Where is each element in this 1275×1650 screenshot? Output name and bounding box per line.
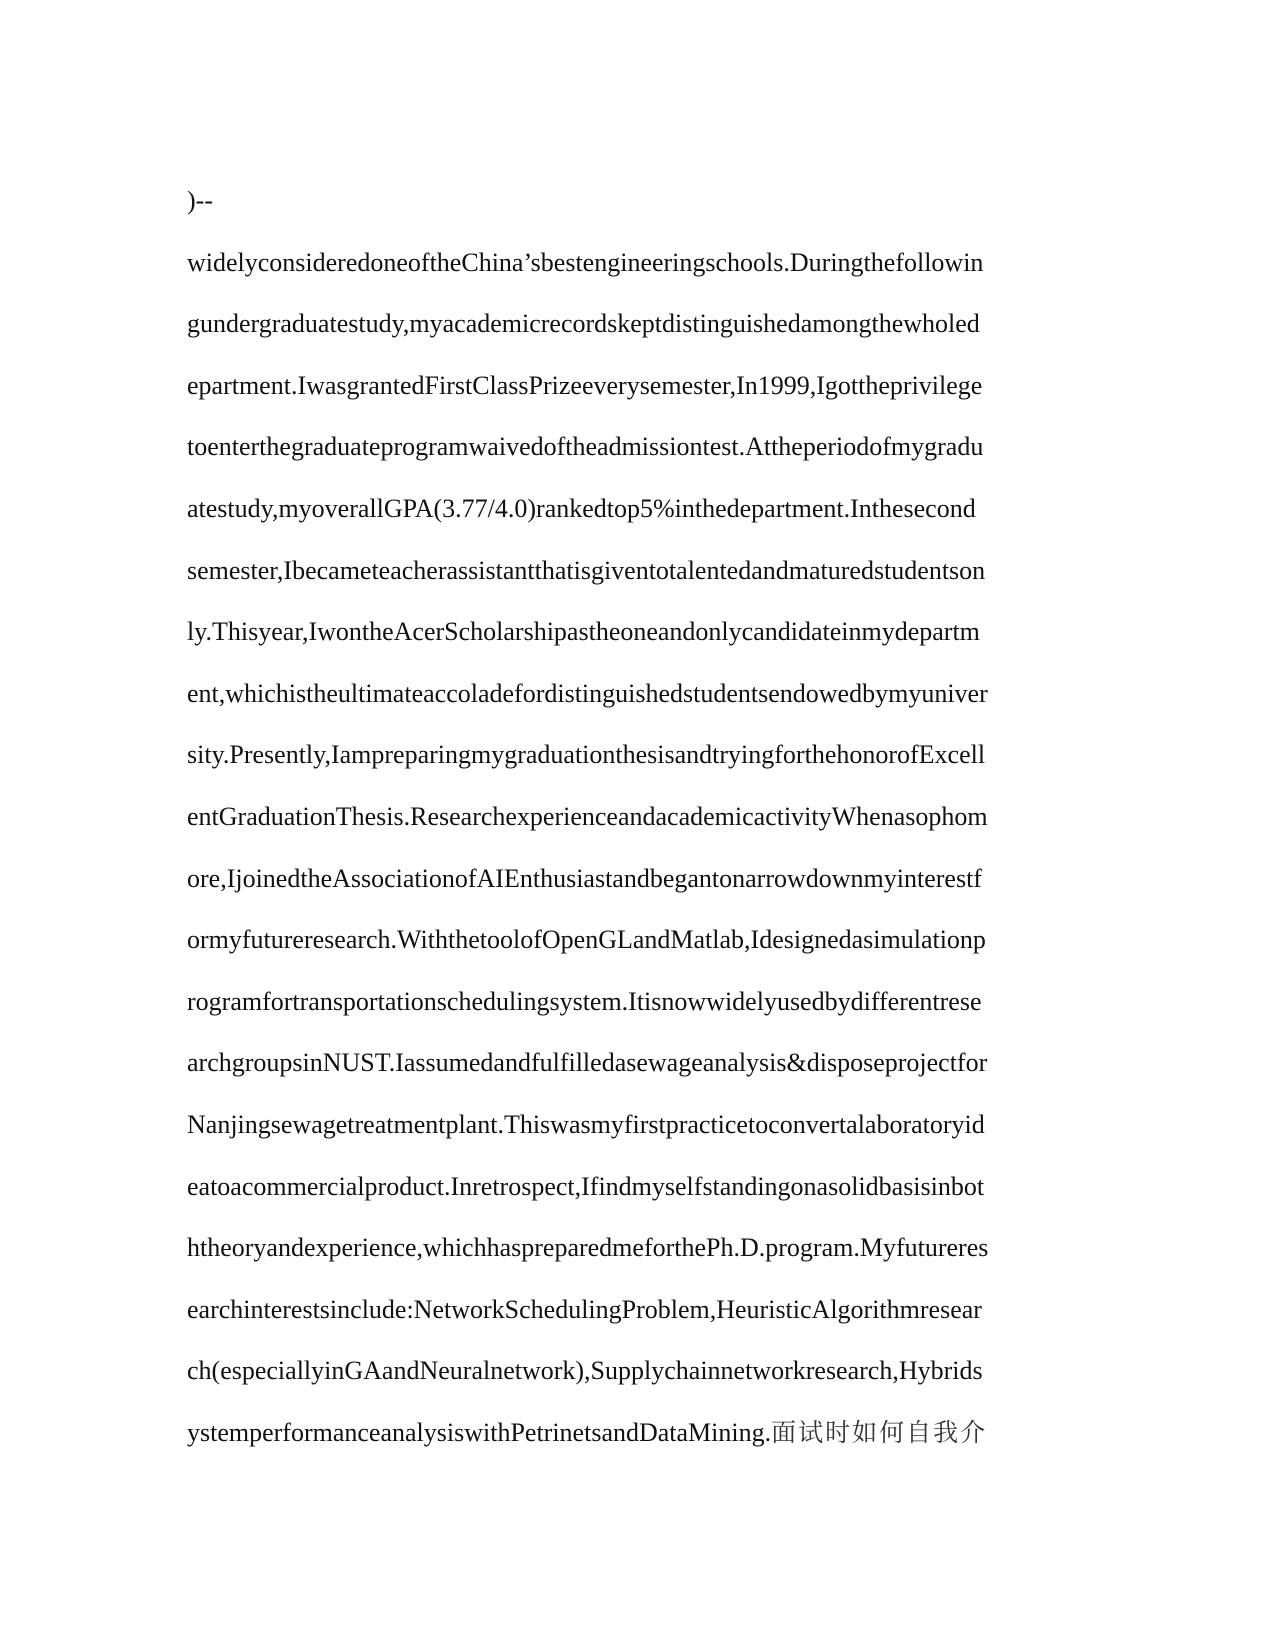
text-line-13: ormyfutureresearch.WiththetoolofOpenGLandMatlab,Idesignedasimulationp bbox=[187, 925, 986, 955]
text-line-4: epartment.IwasgrantedFirstClassPrizeeverysemester,In1999,Igottheprivilege bbox=[187, 370, 983, 400]
text-line-6: atestudy,myoverallGPA(3.77/4.0)rankedtop5%inthedepartment.Inthesecond bbox=[187, 493, 976, 523]
text-line-5: toenterthegraduateprogramwaivedoftheadmissiontest.Attheperiodofmygradu bbox=[187, 432, 984, 462]
text-line-15: archgroupsinNUST.Iassumedandfulfilledasewageanalysis&disposeprojectfor bbox=[187, 1048, 988, 1078]
text-line-16: Nanjingsewagetreatmentplant.Thiswasmyfirstpracticetoconvertalaboratoryid bbox=[187, 1109, 985, 1139]
text-line-1: )-- bbox=[187, 186, 213, 215]
text-line-21 bbox=[187, 1402, 1087, 1464]
text-line-11: entGraduationThesis.ResearchexperienceandacademicactivityWhenasophom bbox=[187, 801, 988, 831]
text-line-3: gundergraduatestudy,myacademicrecordskeptdistinguishedamongthewholed bbox=[187, 309, 980, 339]
text-line-10: sity.Presently,IampreparingmygraduationthesisandtryingforthehonorofExcell bbox=[187, 740, 986, 770]
text-line-7: semester,Ibecameteacherassistantthatisgiventotalentedandmaturedstudentson bbox=[187, 555, 986, 585]
text-line-18: htheoryandexperience,whichhaspreparedmeforthePh.D.program.Myfutureres bbox=[187, 1233, 989, 1263]
text-line-20: ch(especiallyinGAandNeuralnetwork),Supplychainnetworkresearch,Hybrids bbox=[187, 1356, 983, 1386]
text-line-9: ent,whichistheultimateaccoladefordistinguishedstudentsendowedbymyuniver bbox=[187, 678, 988, 708]
text-line-21-latin: ystemperformanceanalysiswithPetrinetsandDataMining. bbox=[187, 1417, 772, 1447]
text-line-19: earchinterestsinclude:NetworkSchedulingProblem,HeuristicAlgorithmresear bbox=[187, 1294, 982, 1324]
body-text bbox=[187, 170, 1087, 1463]
text-line-2: widelyconsideredoneoftheChina’sbestengineeringschools.Duringthefollowin bbox=[187, 247, 984, 277]
text-line-17: eatoacommercialproduct.Inretrospect,Ifindmyselfstandingonasolidbasisinbot bbox=[187, 1171, 985, 1201]
text-line-14: rogramfortransportationschedulingsystem.Itisnowwidelyusedbydifferentrese bbox=[187, 986, 982, 1016]
text-line-12: ore,IjoinedtheAssociationofAIEnthusiastandbegantonarrowdownmyinterestf bbox=[187, 863, 982, 893]
text-line-8: ly.Thisyear,IwontheAcerScholarshipastheoneandonlycandidateinmydepartm bbox=[187, 617, 980, 647]
text-line-21-cjk: 面试时如何自我介 bbox=[771, 1417, 988, 1447]
